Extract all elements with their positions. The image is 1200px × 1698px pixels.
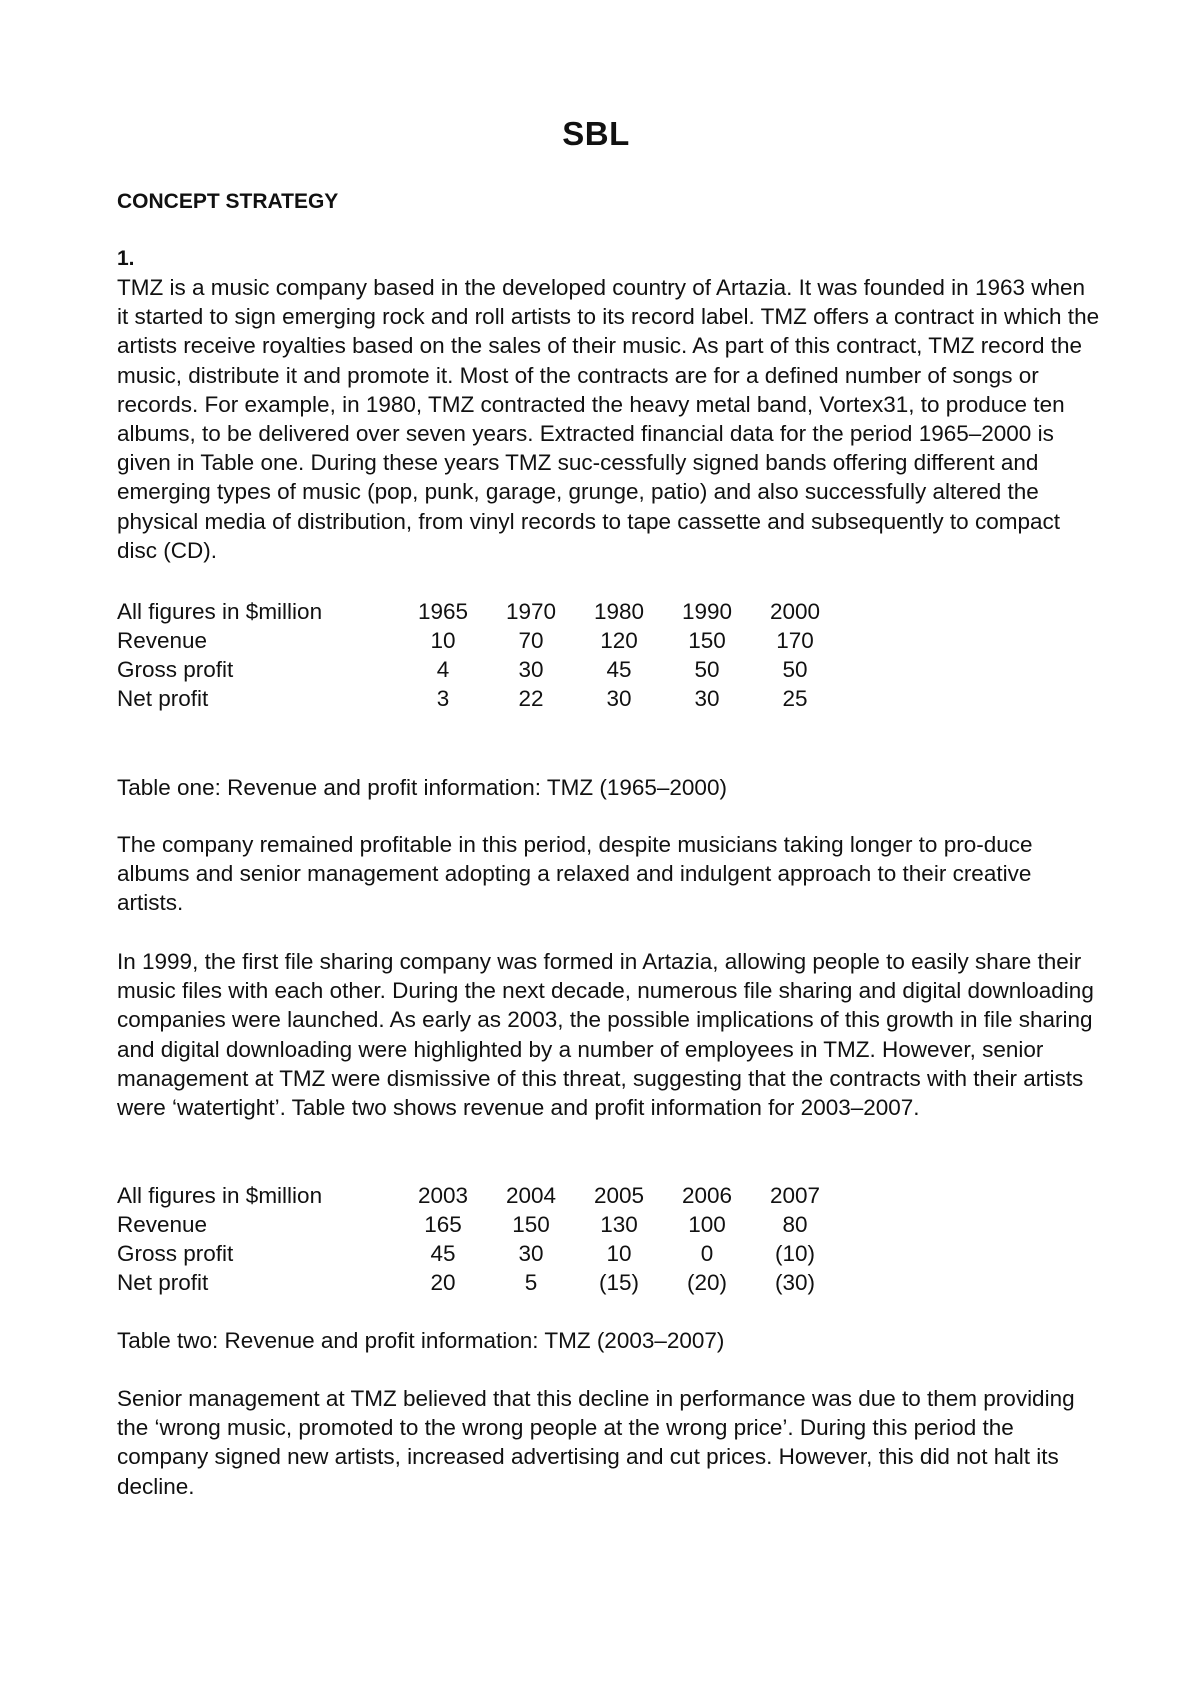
- table-cell: 4: [436, 657, 450, 682]
- table-cell: 100: [688, 1212, 726, 1237]
- table-year: 2003: [417, 1183, 469, 1208]
- table-row: [117, 655, 839, 684]
- table-cell: 30: [694, 686, 720, 711]
- table-cell: 3: [436, 686, 450, 711]
- table-two-caption: Table two: Revenue and profit information: TMZ (2003–2007): [117, 1328, 725, 1353]
- table-year: 1990: [681, 599, 733, 624]
- table-cell: 150: [512, 1212, 550, 1237]
- row-label: Revenue: [117, 628, 208, 653]
- table-cell: (30): [774, 1270, 815, 1295]
- table-cell: 45: [430, 1241, 456, 1266]
- row-label: Net profit: [117, 1270, 209, 1295]
- table-row: [117, 1239, 839, 1268]
- row-label: Gross profit: [117, 1241, 234, 1266]
- table-year: 2005: [593, 1183, 645, 1208]
- table-year: 2006: [681, 1183, 733, 1208]
- table-cell: 45: [606, 657, 632, 682]
- table-year: 1980: [593, 599, 645, 624]
- table-year: 2004: [505, 1183, 557, 1208]
- table-cell: 30: [518, 1241, 544, 1266]
- table-cell: 30: [606, 686, 632, 711]
- table-cell: 120: [600, 628, 638, 653]
- table-year: 1965: [417, 599, 469, 624]
- table-cell: (20): [686, 1270, 727, 1295]
- question-number: 1.: [117, 247, 135, 270]
- table-header-row: [117, 597, 839, 626]
- table-row: [117, 1268, 839, 1297]
- document-page: [117, 0, 1100, 1698]
- document-title: SBL: [562, 115, 630, 152]
- table-year: 1970: [505, 599, 557, 624]
- table-cell: 130: [600, 1212, 638, 1237]
- paragraph-file-sharing: In 1999, the first file sharing company was formed in Artazia, allowing people to easily share their music files with each other. During the next decade, numerous file sharing and digital downloading companies were launched. As early as 2003, the possible implications of this growth in file sharing and digital downloading were highlighted by a number of employees in TMZ. However, senior management at TMZ were dismissive of this threat, suggesting that the contracts with their artists were ‘watertight’. Table two shows revenue and profit information for 2003–2007.: [117, 949, 1094, 1121]
- table-header-row: [117, 1181, 839, 1210]
- table-row: [117, 684, 839, 713]
- table-cell: 170: [776, 628, 814, 653]
- paragraph-decline: Senior management at TMZ believed that this decline in performance was due to them providing the ‘wrong music, promoted to the wrong people at the wrong price’. During this period the company signed new artists, increased advertising and cut prices. However, this did not halt its decline.: [117, 1386, 1075, 1499]
- table-cell: (15): [598, 1270, 639, 1295]
- table-row: [117, 1210, 839, 1239]
- table-header-label: All figures in $million: [117, 1183, 323, 1208]
- row-label: Net profit: [117, 686, 209, 711]
- table-header-label: All figures in $million: [117, 599, 323, 624]
- paragraph-intro: TMZ is a music company based in the developed country of Artazia. It was founded in 1963 when it started to sign emerging rock and roll artists to its record label. TMZ offers a contract in which the artists receive royalties based on the sales of their music. As part of this contract, TMZ record the music, distribute it and promote it. Most of the contracts are for a defined number of songs or records. For example, in 1980, TMZ contracted the heavy metal band, Vortex31, to produce ten albums, to be delivered over seven years. Extracted financial data for the period 1965–2000 is given in Table one. During these years TMZ suc-cessfully signed bands offering different and emerging types of music (pop, punk, garage, grunge, patio) and also successfully altered the physical media of distribution, from vinyl records to tape cassette and subsequently to compact disc (CD).: [117, 275, 1100, 563]
- table-cell: 165: [424, 1212, 462, 1237]
- table-year: 2007: [769, 1183, 821, 1208]
- table-cell: 22: [518, 686, 544, 711]
- table-one-caption: Table one: Revenue and profit information: TMZ (1965–2000): [117, 775, 727, 800]
- table-cell: 50: [782, 657, 808, 682]
- table-cell: 10: [606, 1241, 632, 1266]
- table-row: [117, 626, 839, 655]
- table-cell: 50: [694, 657, 720, 682]
- table-one: [117, 597, 839, 713]
- table-cell: 0: [700, 1241, 714, 1266]
- table-cell: 30: [518, 657, 544, 682]
- table-two: [117, 1181, 839, 1297]
- table-cell: 150: [688, 628, 726, 653]
- table-cell: 5: [524, 1270, 538, 1295]
- table-cell: 80: [782, 1212, 808, 1237]
- table-cell: (10): [774, 1241, 815, 1266]
- table-year: 2000: [769, 599, 821, 624]
- table-cell: 10: [430, 628, 456, 653]
- table-cell: 70: [518, 628, 544, 653]
- section-heading: CONCEPT STRATEGY: [117, 190, 339, 213]
- paragraph-profitability: The company remained profitable in this period, despite musicians taking longer to pro-duce albums and senior management adopting a relaxed and indulgent approach to their creative artists.: [117, 832, 1033, 916]
- row-label: Gross profit: [117, 657, 234, 682]
- table-cell: 20: [430, 1270, 456, 1295]
- table-cell: 25: [782, 686, 808, 711]
- row-label: Revenue: [117, 1212, 208, 1237]
